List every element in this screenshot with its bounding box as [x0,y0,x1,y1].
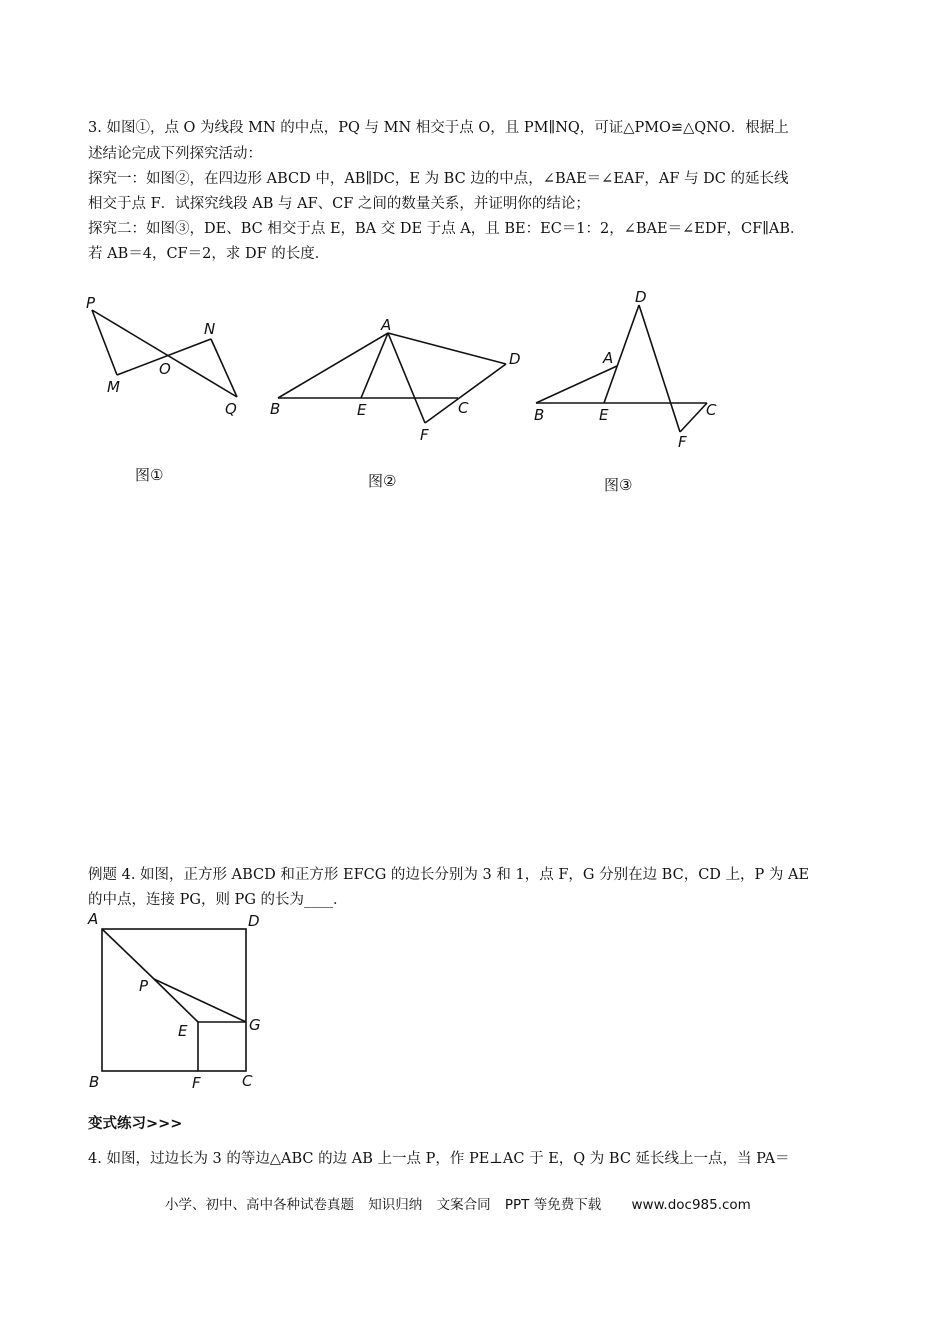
footer-url[interactable]: www.doc985.com [631,1197,751,1213]
variant-heading: 变式练习>>> [88,1116,183,1132]
footer-text-4: PPT 等免费下载 [504,1197,602,1213]
label-P: P [86,294,96,312]
segment-PE [154,979,198,1022]
label-M: M [107,378,120,396]
problem3-line4: 相交于点 F．试探究线段 AB 与 AF、CF 之间的数量关系，并证明你的结论； [88,196,590,212]
segment-PG [154,979,246,1022]
label-B: B [534,406,545,424]
label-F: F [420,426,429,444]
label-D: D [509,350,521,368]
problem3-line5: 探究二：如图③，DE、BC 相交于点 E，BA 交 DE 于点 A，且 BE：EC＝1：2，∠BAE＝∠EDF，CF∥AB． [88,221,805,237]
page-footer [165,1193,761,1213]
label-E: E [178,1022,188,1040]
label-E: E [357,401,367,419]
label-O: O [159,360,171,378]
label-C: C [458,399,469,417]
example4-line2: 的中点，连接 PG，则 PG 的长为____． [88,892,348,908]
label-P: P [139,977,149,995]
example4-text: 例题 4. 如图，正方形 ABCD 和正方形 EFCG 的边长分别为 3 和 1，点 F，G 分别在边 BC，CD 上，P 为 AE [88,867,810,883]
variant-line1: 4. 如图，过边长为 3 的等边△ABC 的边 AB 上一点 P，作 PE⊥AC 于 E，Q 为 BC 延长线上一点，当 PA＝ [88,1151,790,1167]
label-F: F [678,433,687,451]
figure2-caption: 图② [368,472,397,490]
label-A: A [381,316,392,334]
footer-text-3: 文案合同 [436,1197,491,1213]
label-C: C [706,401,717,419]
label-A: A [88,910,99,928]
footer-text-2: 知识归纳 [368,1197,423,1213]
label-D: D [248,912,260,930]
figure1-caption: 图① [135,466,164,484]
problem3-line6: 若 AB＝4，CF＝2，求 DF 的长度． [88,246,330,262]
problem3-line2: 述结论完成下列探究活动： [88,146,262,162]
label-D: D [635,288,647,306]
problem3-line1: 3. 如图①，点 O 为线段 MN 的中点，PQ 与 MN 相交于点 O，且 PM∥NQ，可证△PMO≌△QNO．根据上 [88,120,789,136]
footer-text-1: 小学、初中、高中各种试卷真题 [165,1197,354,1213]
label-E: E [599,406,609,424]
label-A: A [603,349,614,367]
label-F: F [192,1074,201,1092]
figure3-caption: 图③ [604,476,633,494]
label-Q: Q [225,400,237,418]
label-G: G [249,1016,261,1034]
segment-AP [102,929,154,979]
label-B: B [270,400,281,418]
label-B: B [89,1073,100,1091]
label-C: C [242,1072,253,1090]
label-N: N [204,320,216,338]
problem3-line3: 探究一：如图②，在四边形 ABCD 中，AB∥DC，E 为 BC 边的中点，∠BAE＝∠EAF，AF 与 DC 的延长线 [88,171,789,187]
